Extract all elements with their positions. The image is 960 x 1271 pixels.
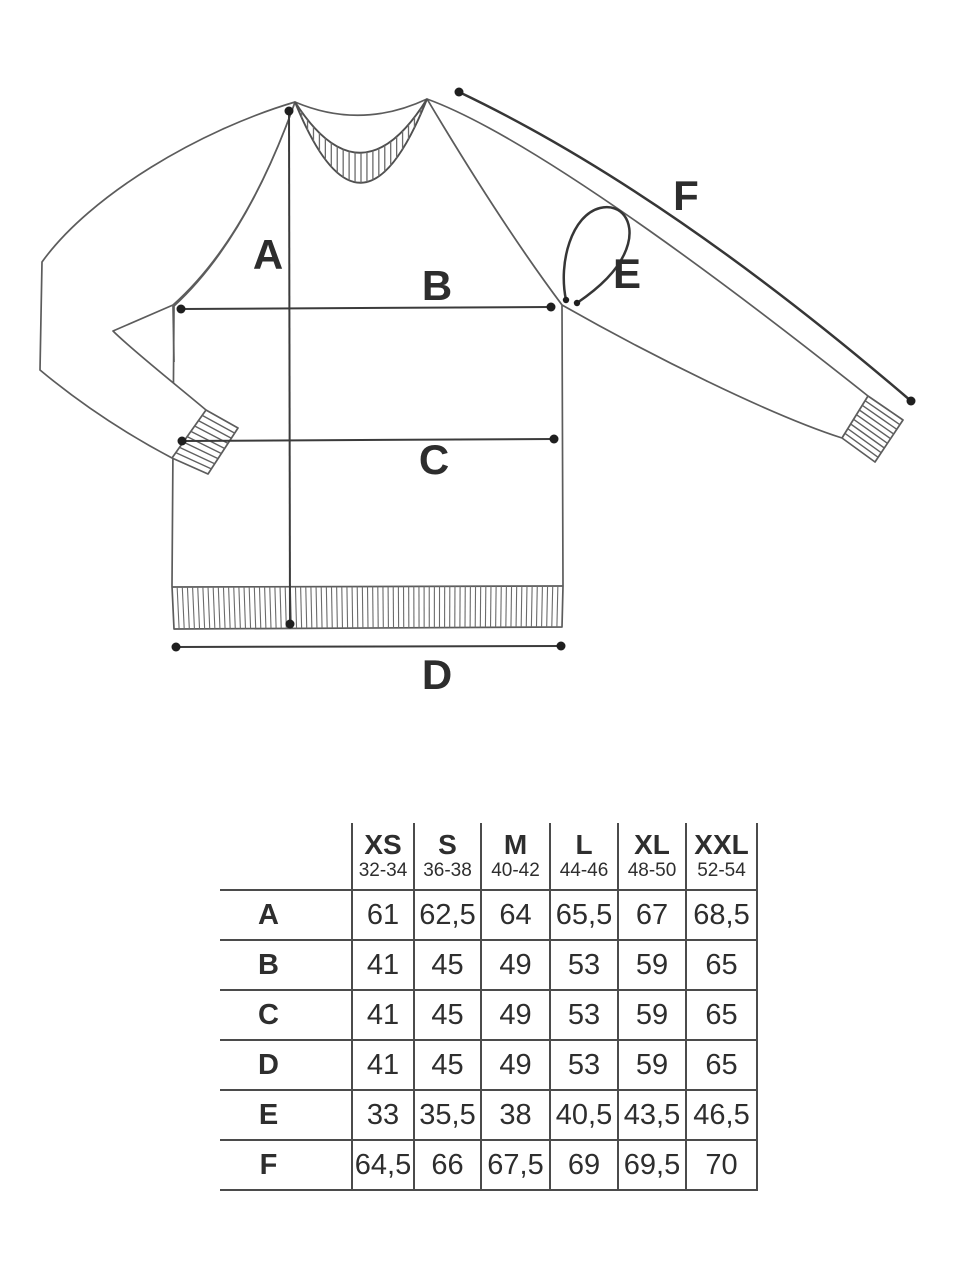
value-cell: 67 [618, 890, 686, 940]
table-corner-cell [220, 823, 352, 890]
value-cell: 69 [550, 1140, 618, 1190]
value-cell: 40,5 [550, 1090, 618, 1140]
value-cell: 35,5 [414, 1090, 481, 1140]
value-cell: 65 [686, 1040, 757, 1090]
value-cell: 46,5 [686, 1090, 757, 1140]
row-label: F [220, 1140, 352, 1190]
value-cell: 61 [352, 890, 414, 940]
value-cell: 53 [550, 1040, 618, 1090]
size-column-header-xxl [686, 823, 757, 890]
dot-a-bottom [286, 620, 295, 629]
value-cell: 64,5 [352, 1140, 414, 1190]
value-cell: 45 [414, 990, 481, 1040]
value-cell: 41 [352, 1040, 414, 1090]
label-c: C [418, 436, 450, 483]
size-column-header-xl [618, 823, 686, 890]
dot-d-left [172, 643, 181, 652]
row-label: C [220, 990, 352, 1040]
value-cell: 65,5 [550, 890, 618, 940]
value-cell: 49 [481, 990, 550, 1040]
value-cell: 53 [550, 990, 618, 1040]
value-cell: 38 [481, 1090, 550, 1140]
size-range: 48-50 [627, 860, 677, 882]
size-name: XS [364, 828, 402, 860]
value-cell: 43,5 [618, 1090, 686, 1140]
dot-a-top [285, 107, 294, 116]
value-cell: 59 [618, 990, 686, 1040]
size-name: L [575, 828, 593, 860]
value-cell: 41 [352, 940, 414, 990]
value-cell: 64 [481, 890, 550, 940]
value-cell: 65 [686, 940, 757, 990]
size-name: S [438, 828, 457, 860]
dot-c-right [550, 435, 559, 444]
value-cell: 53 [550, 940, 618, 990]
label-f: F [673, 172, 699, 219]
dot-e-left [563, 297, 569, 303]
label-b: B [421, 262, 453, 309]
table-row-d [220, 1040, 757, 1090]
table-row-f [220, 1140, 757, 1190]
table-row-a [220, 890, 757, 940]
size-column-header-xs [352, 823, 414, 890]
size-table [220, 823, 758, 1191]
value-cell: 49 [481, 940, 550, 990]
row-label: E [220, 1090, 352, 1140]
size-range: 36-38 [423, 860, 472, 882]
dot-f-bottom [907, 397, 916, 406]
value-cell: 33 [352, 1090, 414, 1140]
value-cell: 45 [414, 1040, 481, 1090]
value-cell: 41 [352, 990, 414, 1040]
table-row-e [220, 1090, 757, 1140]
value-cell: 70 [686, 1140, 757, 1190]
size-column-header-m [481, 823, 550, 890]
table-row-c [220, 990, 757, 1040]
value-cell: 67,5 [481, 1140, 550, 1190]
row-label: B [220, 940, 352, 990]
measurement-line-d [176, 646, 561, 647]
table-row-b [220, 940, 757, 990]
dot-d-right [557, 642, 566, 651]
size-header-row [220, 823, 757, 890]
side-seam-detail [173, 306, 174, 362]
size-name: M [503, 828, 528, 860]
size-range: 32-34 [358, 860, 408, 882]
label-e: E [612, 250, 642, 297]
value-cell: 59 [618, 940, 686, 990]
value-cell: 69,5 [618, 1140, 686, 1190]
row-label: D [220, 1040, 352, 1090]
size-name: XL [634, 828, 670, 860]
label-a: A [252, 231, 284, 278]
value-cell: 68,5 [686, 890, 757, 940]
label-d: D [421, 651, 453, 698]
size-name: XXL [694, 828, 749, 860]
value-cell: 45 [414, 940, 481, 990]
value-cell: 49 [481, 1040, 550, 1090]
value-cell: 62,5 [414, 890, 481, 940]
dot-f-top [455, 88, 464, 97]
size-range: 52-54 [697, 860, 746, 882]
row-label: A [220, 890, 352, 940]
dot-c-left [178, 437, 187, 446]
value-cell: 59 [618, 1040, 686, 1090]
dot-b-right [547, 303, 556, 312]
value-cell: 65 [686, 990, 757, 1040]
size-range: 44-46 [559, 860, 609, 882]
dot-e-right [574, 300, 580, 306]
measurement-line-a [289, 111, 290, 624]
size-column-header-s [414, 823, 481, 890]
dot-b-left [177, 305, 186, 314]
size-column-header-l [550, 823, 618, 890]
value-cell: 66 [414, 1140, 481, 1190]
size-range: 40-42 [491, 860, 540, 882]
